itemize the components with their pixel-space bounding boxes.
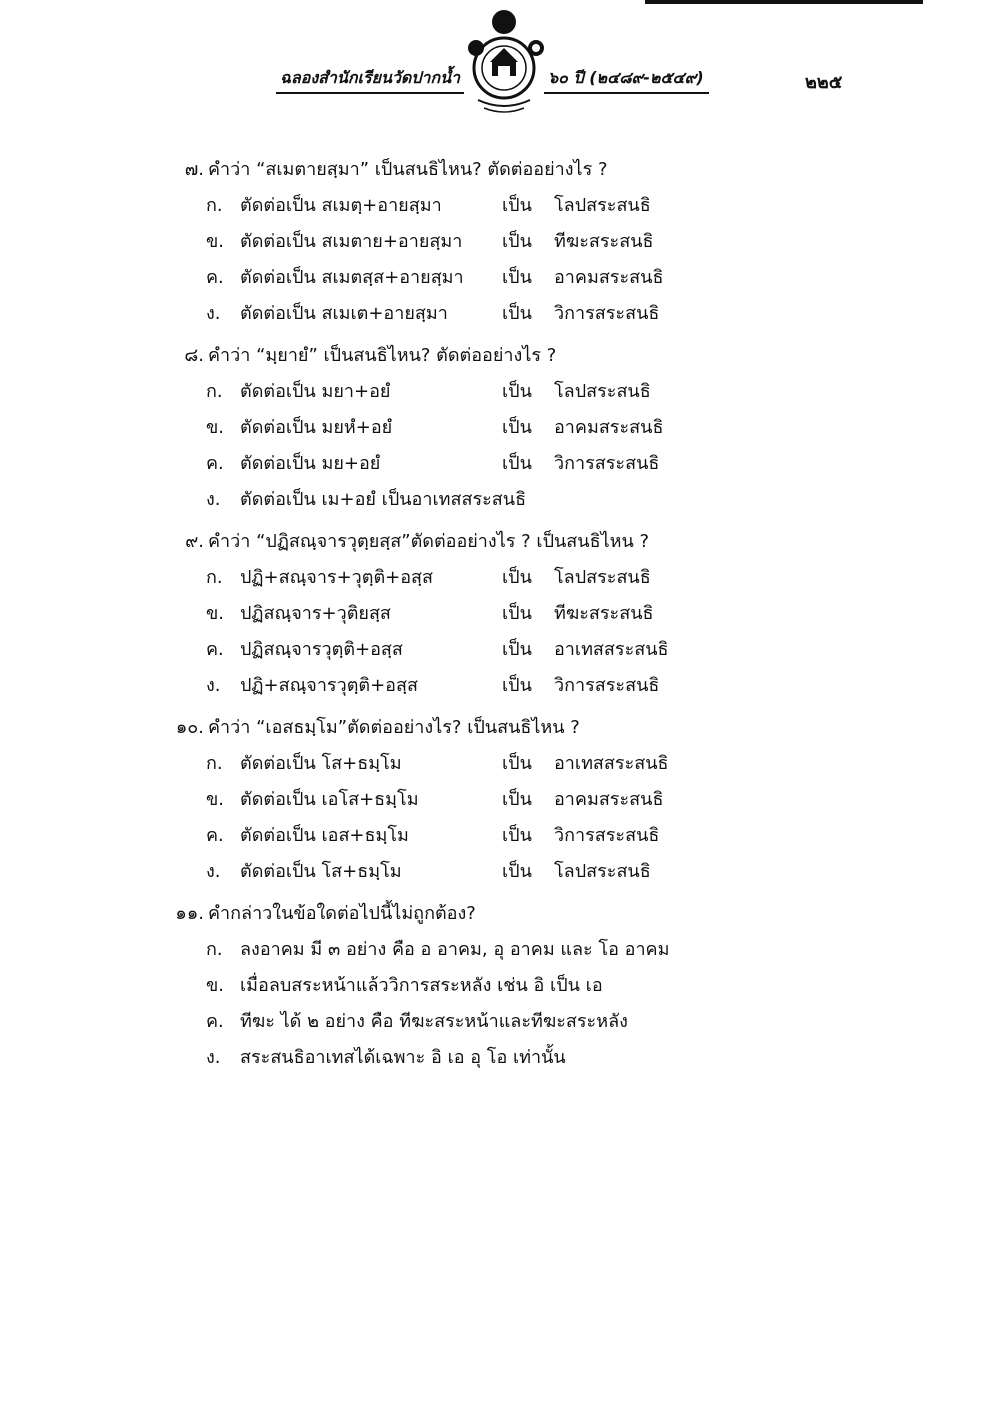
option-sandhi-type: วิการสระสนธิ: [554, 453, 660, 474]
option-sandhi-type: ทีฆะสระสนธิ: [554, 231, 654, 252]
question-text: คำกล่าวในข้อใดต่อไปนี้ไม่ถูกต้อง?: [208, 903, 476, 924]
option-label: ง.: [206, 489, 221, 510]
option-label: ง.: [206, 1047, 221, 1068]
option-sandhi-type: โลปสระสนธิ: [554, 195, 651, 216]
page-header: [0, 0, 1000, 110]
option-connector: เป็น: [502, 675, 532, 696]
option-label: ง.: [206, 861, 221, 882]
option-label: ค.: [206, 453, 224, 474]
option-label: ข.: [206, 603, 225, 624]
option-text: ตัดต่อเป็น มยา+อยํ: [240, 381, 391, 402]
option-text: ตัดต่อเป็น เอส+ธมฺโม: [240, 825, 409, 846]
option-sandhi-type: วิการสระสนธิ: [554, 303, 660, 324]
option-connector: เป็น: [502, 861, 532, 882]
option-label: ง.: [206, 675, 221, 696]
option-label: ค.: [206, 1011, 224, 1032]
option-label: ข.: [206, 417, 225, 438]
option-text: ปฏิ+สณฺจารวุตฺติ+อสฺส: [240, 675, 418, 696]
option-connector: เป็น: [502, 267, 532, 288]
option-text: ตัดต่อเป็น สเมตสฺส+อายสฺมา: [240, 267, 464, 288]
option-text: ตัดต่อเป็น โส+ธมฺโม: [240, 861, 402, 882]
option-connector: เป็น: [502, 303, 532, 324]
option-connector: เป็น: [502, 639, 532, 660]
option-text: ตัดต่อเป็น เอโส+ธมฺโม: [240, 789, 419, 810]
option-sandhi-type: วิการสระสนธิ: [554, 675, 660, 696]
option-label: ค.: [206, 825, 224, 846]
option-label: ก.: [206, 381, 223, 402]
option-sandhi-type: โลปสระสนธิ: [554, 567, 651, 588]
option-text: สระสนธิอาเทสได้เฉพาะ อิ เอ อุ โอ เท่านั้น: [240, 1047, 566, 1068]
option-text: ตัดต่อเป็น สเมตฺ+อายสฺมา: [240, 195, 442, 216]
option-connector: เป็น: [502, 567, 532, 588]
option-text: ตัดต่อเป็น สเมตาย+อายสฺมา: [240, 231, 463, 252]
option-text: ปฏิสณฺจารวุตฺติ+อสฺส: [240, 639, 403, 660]
option-connector: เป็น: [502, 753, 532, 774]
option-label: ก.: [206, 195, 223, 216]
question-text: คำว่า “ปฏิสณฺจารวุตฺยสฺส”ตัดต่ออย่างไร ? เป็นสนธิไหน ?: [208, 531, 650, 552]
option-text: ตัดต่อเป็น โส+ธมฺโม: [240, 753, 402, 774]
option-sandhi-type: ทีฆะสระสนธิ: [554, 603, 654, 624]
option-connector: เป็น: [502, 195, 532, 216]
header-right-title: ๖๐ ปี (๒๔๘๙-๒๕๔๙): [548, 68, 704, 87]
question-text: คำว่า “มฺยายํ” เป็นสนธิไหน? ตัดต่ออย่างไร ?: [208, 345, 557, 366]
option-connector: เป็น: [502, 231, 532, 252]
option-label: ก.: [206, 753, 223, 774]
question-number: ๑๑.: [175, 903, 204, 924]
option-sandhi-type: อาคมสระสนธิ: [554, 267, 664, 288]
option-text: เมื่อลบสระหน้าแล้ววิการสระหลัง เช่น อิ เป็น เอ: [240, 975, 603, 996]
option-text: ปฏิ+สณฺจาร+วุตฺติ+อสฺส: [240, 567, 434, 588]
option-text: ทีฆะ ได้ ๒ อย่าง คือ ทีฆะสระหน้าและทีฆะสระหลัง: [240, 1011, 628, 1032]
option-text: ตัดต่อเป็น สเมเต+อายสฺมา: [240, 303, 448, 324]
option-connector: เป็น: [502, 417, 532, 438]
option-label: ค.: [206, 639, 224, 660]
option-label: ข.: [206, 231, 225, 252]
option-sandhi-type: โลปสระสนธิ: [554, 861, 651, 882]
option-label: ก.: [206, 939, 223, 960]
option-connector: เป็น: [502, 381, 532, 402]
option-connector: เป็น: [502, 603, 532, 624]
option-sandhi-type: โลปสระสนธิ: [554, 381, 651, 402]
option-connector: เป็น: [502, 789, 532, 810]
option-label: ข.: [206, 975, 225, 996]
option-text: ตัดต่อเป็น มย+อยํ: [240, 453, 381, 474]
temple-emblem-icon: [456, 8, 552, 118]
option-text: ตัดต่อเป็น เม+อยํ เป็นอาเทสสระสนธิ: [240, 489, 527, 510]
header-rule-left: [276, 92, 464, 94]
option-label: ข.: [206, 789, 225, 810]
option-sandhi-type: อาคมสระสนธิ: [554, 789, 664, 810]
question-text: คำว่า “สเมตายสฺมา” เป็นสนธิไหน? ตัดต่ออย่างไร ?: [208, 159, 608, 180]
header-rule-right: [544, 92, 709, 94]
option-sandhi-type: วิการสระสนธิ: [554, 825, 660, 846]
option-label: ง.: [206, 303, 221, 324]
option-label: ก.: [206, 567, 223, 588]
question-number: ๘.: [184, 345, 204, 366]
option-label: ค.: [206, 267, 224, 288]
option-sandhi-type: อาเทสสระสนธิ: [554, 639, 669, 660]
option-connector: เป็น: [502, 453, 532, 474]
question-text: คำว่า “เอสธมฺโม”ตัดต่ออย่างไร? เป็นสนธิไหน ?: [208, 717, 580, 738]
option-sandhi-type: อาเทสสระสนธิ: [554, 753, 669, 774]
question-number: ๙.: [185, 531, 204, 552]
option-connector: เป็น: [502, 825, 532, 846]
option-text: ตัดต่อเป็น มยหํ+อยํ: [240, 417, 393, 438]
header-left-title: ฉลองสำนักเรียนวัดปากน้ำ: [280, 68, 460, 87]
question-number: ๑๐.: [175, 717, 204, 738]
page-number: ๒๒๕: [805, 72, 843, 93]
question-number: ๗.: [184, 159, 204, 180]
option-text: ลงอาคม มี ๓ อย่าง คือ อ อาคม, อุ อาคม และ โอ อาคม: [240, 939, 670, 960]
option-sandhi-type: อาคมสระสนธิ: [554, 417, 664, 438]
option-text: ปฏิสณฺจาร+วุติยสฺส: [240, 603, 391, 624]
